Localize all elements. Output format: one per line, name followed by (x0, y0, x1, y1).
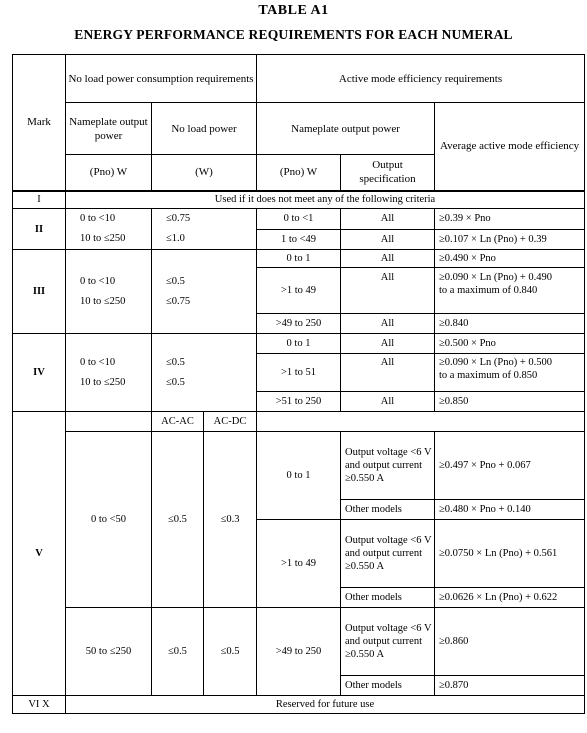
v-high-ac-ac: ≤0.5 (152, 608, 204, 696)
nl-range: 10 to ≤250 (80, 295, 126, 307)
active-range: >49 to 250 (257, 608, 341, 696)
header-active-group: Active mode efficiency requirements (257, 55, 585, 103)
efficiency: ≥0.090 × Ln (Pno) + 0.500 (439, 357, 552, 368)
efficiency-cell (435, 354, 585, 392)
output-voltage-spec: Output voltage <6 V and output current ≥0.550 A (341, 608, 435, 676)
efficiency: ≥0.480 × Pno + 0.140 (435, 500, 585, 520)
mark-II: II (13, 209, 66, 250)
efficiency: ≥0.490 × Pno (435, 250, 585, 268)
empty-cell (66, 412, 152, 432)
efficiency: ≥0.0626 × Ln (Pno) + 0.622 (435, 588, 585, 608)
v-low-ac-dc: ≤0.3 (204, 432, 257, 608)
active-range: 0 to 1 (257, 250, 341, 268)
row-III-nl-power (152, 250, 257, 334)
output-spec: All (341, 250, 435, 268)
efficiency: ≥0.500 × Pno (435, 334, 585, 354)
efficiency-max: to a maximum of 0.840 (439, 285, 538, 296)
header-pno-w: (Pno) W (66, 155, 152, 191)
table-subtitle: ENERGY PERFORMANCE REQUIREMENTS FOR EACH NUMERAL (74, 27, 513, 42)
v-low-ac-ac: ≤0.5 (152, 432, 204, 608)
header-output-specification: Output specification (341, 155, 435, 191)
efficiency: ≥0.0750 × Ln (Pno) + 0.561 (435, 520, 585, 588)
nl-power: ≤0.5 (166, 275, 185, 287)
ac-ac-header: AC-AC (152, 412, 204, 432)
active-range: 0 to <1 (257, 209, 341, 230)
mark-V: V (13, 412, 66, 696)
mark-I: I (13, 191, 66, 209)
empty-cell (257, 412, 585, 432)
nl-range: 10 to ≤250 (80, 233, 126, 244)
nl-range: 0 to <10 (80, 356, 116, 368)
nl-power: ≤0.75 (166, 295, 191, 307)
output-spec: All (341, 334, 435, 354)
table-title: TABLE A1 (258, 3, 329, 18)
row-VI-X-text: Reserved for future use (66, 696, 585, 714)
header-nameplate-output-power: Nameplate output power (66, 103, 152, 155)
v-high-range: 50 to ≤250 (66, 608, 152, 696)
nl-range: 0 to <10 (80, 213, 116, 224)
efficiency-cell (435, 268, 585, 314)
active-range: >1 to 49 (257, 268, 341, 314)
row-II-nl-power (152, 209, 257, 250)
efficiency: ≥0.39 × Pno (435, 209, 585, 230)
other-models: Other models (341, 676, 435, 696)
output-spec: All (341, 354, 435, 392)
output-voltage-spec: Output voltage <6 V and output current ≥0.550 A (341, 432, 435, 500)
efficiency: ≥0.870 (435, 676, 585, 696)
efficiency: ≥0.497 × Pno + 0.067 (435, 432, 585, 500)
header-pno-w-2: (Pno) W (257, 155, 341, 191)
active-range: 0 to 1 (257, 432, 341, 520)
efficiency: ≥0.850 (435, 392, 585, 412)
nl-power: ≤0.5 (166, 376, 185, 388)
other-models: Other models (341, 588, 435, 608)
mark-III: III (13, 250, 66, 334)
v-high-ac-dc: ≤0.5 (204, 608, 257, 696)
efficiency: ≥0.860 (435, 608, 585, 676)
nl-range: 0 to <10 (80, 275, 116, 287)
active-range: >51 to 250 (257, 392, 341, 412)
header-average-efficiency: Average active mode efficiency (435, 103, 585, 191)
ac-dc-header: AC-DC (204, 412, 257, 432)
output-spec: All (341, 314, 435, 334)
efficiency: ≥0.090 × Ln (Pno) + 0.490 (439, 272, 552, 283)
output-spec: All (341, 209, 435, 230)
mark-VI-X: VI X (13, 696, 66, 714)
row-IV-nl-ranges (66, 334, 152, 412)
mark-IV: IV (13, 334, 66, 412)
nl-power: ≤0.5 (166, 356, 185, 368)
efficiency: ≥0.840 (435, 314, 585, 334)
other-models: Other models (341, 500, 435, 520)
header-w-unit: (W) (152, 155, 257, 191)
nl-power: ≤1.0 (166, 233, 185, 244)
header-mark: Mark (13, 55, 66, 191)
energy-requirements-table (12, 54, 585, 714)
header-active-nameplate: Nameplate output power (257, 103, 435, 155)
output-spec: All (341, 392, 435, 412)
row-III-nl-ranges (66, 250, 152, 334)
active-range: >1 to 51 (257, 354, 341, 392)
output-spec: All (341, 268, 435, 314)
active-range: >49 to 250 (257, 314, 341, 334)
efficiency-max: to a maximum of 0.850 (439, 370, 538, 381)
active-range: >1 to 49 (257, 520, 341, 608)
row-II-nl-ranges (66, 209, 152, 250)
header-no-load-group: No load power consumption requirements (66, 55, 257, 103)
row-IV-nl-power (152, 334, 257, 412)
active-range: 1 to <49 (257, 229, 341, 250)
row-I-text: Used if it does not meet any of the following criteria (66, 191, 585, 209)
output-voltage-spec: Output voltage <6 V and output current ≥0.550 A (341, 520, 435, 588)
header-no-load-power: No load power (152, 103, 257, 155)
active-range: 0 to 1 (257, 334, 341, 354)
nl-range: 10 to ≤250 (80, 376, 126, 388)
efficiency: ≥0.107 × Ln (Pno) + 0.39 (435, 229, 585, 250)
output-spec: All (341, 229, 435, 250)
nl-power: ≤0.75 (166, 213, 191, 224)
v-low-range: 0 to <50 (66, 432, 152, 608)
